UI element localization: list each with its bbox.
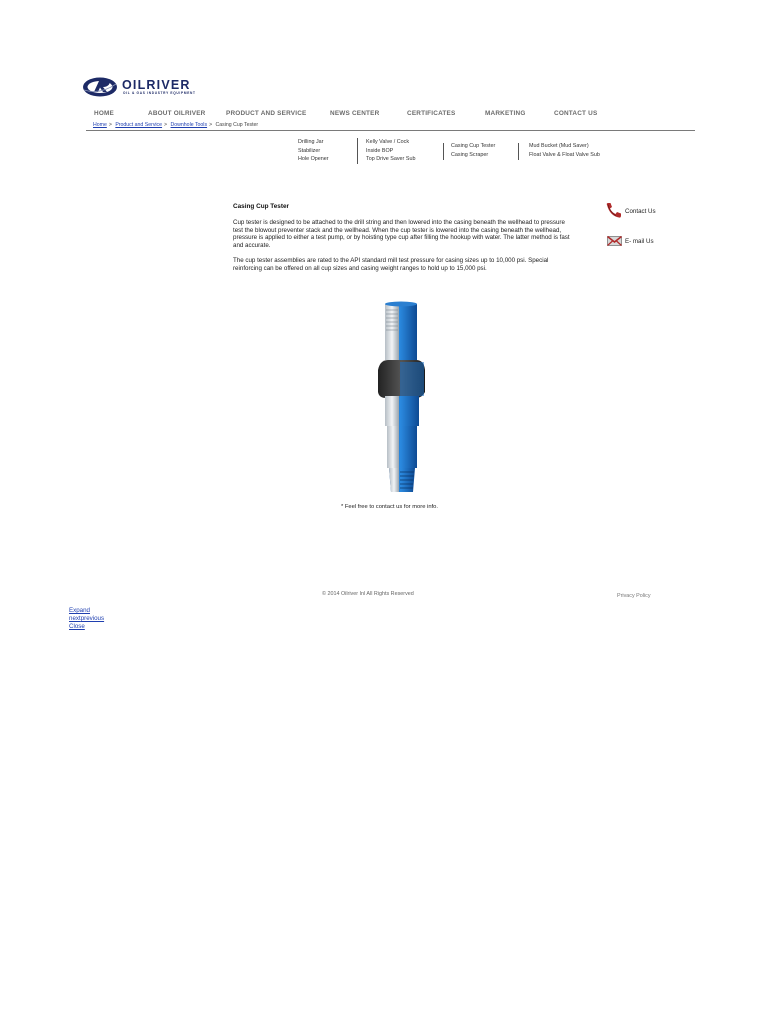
- close-link[interactable]: Close: [69, 623, 85, 630]
- breadcrumb: [93, 122, 258, 128]
- page-title: Casing Cup Tester: [233, 203, 289, 210]
- nav-home[interactable]: HOME: [94, 110, 114, 117]
- breadcrumb-home[interactable]: Home: [93, 122, 107, 128]
- breadcrumb-separator: >: [164, 122, 168, 128]
- copyright: © 2014 Oilriver Inl All Rights Reserved: [322, 591, 414, 597]
- nav-contact-us[interactable]: CONTACT US: [554, 110, 598, 117]
- close-control: [69, 623, 85, 631]
- nav-controls: [69, 615, 104, 623]
- submenu-item-top-drive-saver-sub[interactable]: Top Drive Saver Sub: [366, 156, 416, 162]
- phone-icon[interactable]: [605, 202, 622, 219]
- submenu-divider: [518, 143, 519, 160]
- expand-link[interactable]: Expand: [69, 607, 90, 614]
- description-paragraph-2: The cup tester assemblies are rated to the API standard mill test pressure for casing sizes up to 10,000 psi. Special reinforcing can be offered on all cup sizes and casing weight ranges to hold up to 15,000 psi.: [233, 257, 549, 272]
- submenu-divider: [443, 143, 444, 160]
- envelope-icon[interactable]: [607, 236, 622, 246]
- breadcrumb-product-and-service[interactable]: Product and Service: [115, 122, 163, 128]
- brand-tagline: OIL & GAS INDUSTRY EQUIPMENT: [123, 91, 196, 95]
- nav-about[interactable]: ABOUT OILRIVER: [148, 110, 206, 117]
- submenu-column-1: [298, 138, 329, 164]
- submenu-item-mud-bucket[interactable]: Mud Bucket (Mud Saver): [529, 143, 589, 149]
- contact-note: * Feel free to contact us for more info.: [341, 504, 438, 510]
- submenu-item-casing-scraper[interactable]: Casing Scraper: [451, 151, 489, 158]
- breadcrumb-separator: >: [108, 122, 112, 128]
- submenu-item-inside-bop[interactable]: Inside BOP: [366, 147, 394, 154]
- nav-divider: [86, 130, 695, 131]
- contact-us-link[interactable]: Contact Us: [625, 208, 656, 215]
- previous-link[interactable]: previous: [80, 615, 105, 622]
- expand-control: [69, 607, 90, 615]
- next-link[interactable]: next: [69, 615, 81, 622]
- submenu-column-4: [529, 142, 600, 159]
- privacy-policy-link[interactable]: Privacy Policy: [617, 593, 651, 599]
- submenu-item-float-valve[interactable]: Float Valve & Float Valve Sub: [529, 151, 600, 158]
- brand-name: OILRIVER: [122, 78, 191, 92]
- breadcrumb-current: Casing Cup Tester: [215, 122, 259, 128]
- submenu-item-drilling-jar[interactable]: Drilling Jar: [298, 139, 324, 145]
- submenu-item-stabilizer[interactable]: Stabilizer: [298, 147, 321, 154]
- casing-cup-tester-image: [370, 300, 430, 496]
- nav-certificates[interactable]: CERTIFICATES: [407, 110, 456, 117]
- submenu-column-2: [366, 138, 415, 164]
- submenu-item-casing-cup-tester[interactable]: Casing Cup Tester: [451, 143, 496, 149]
- nav-product-and-service[interactable]: PRODUCT AND SERVICE: [226, 110, 307, 117]
- nav-marketing[interactable]: MARKETING: [485, 110, 526, 117]
- description-paragraph-1: Cup tester is designed to be attached to the drill string and then lowered into the casing beneath the wellhead to pressure test the blowout preventer stack and the wellhead. When the cup tester is lowered into the casing beneath the wellhead, pressure is applied to either a test pump, or by hoisting type cup after filling the hookup with water. The latter method is fast and accurate.: [233, 219, 570, 249]
- email-us-link[interactable]: E- mail Us: [625, 238, 654, 245]
- submenu-divider: [357, 138, 358, 164]
- nav-news-center[interactable]: NEWS CENTER: [330, 110, 380, 117]
- submenu-item-kelly-valve[interactable]: Kelly Valve / Cock: [366, 139, 410, 145]
- submenu-item-hole-opener[interactable]: Hole Opener: [298, 156, 329, 162]
- breadcrumb-separator: >: [209, 122, 213, 128]
- breadcrumb-downhole-tools[interactable]: Downhole Tools: [170, 122, 208, 128]
- submenu-column-3: [451, 142, 495, 159]
